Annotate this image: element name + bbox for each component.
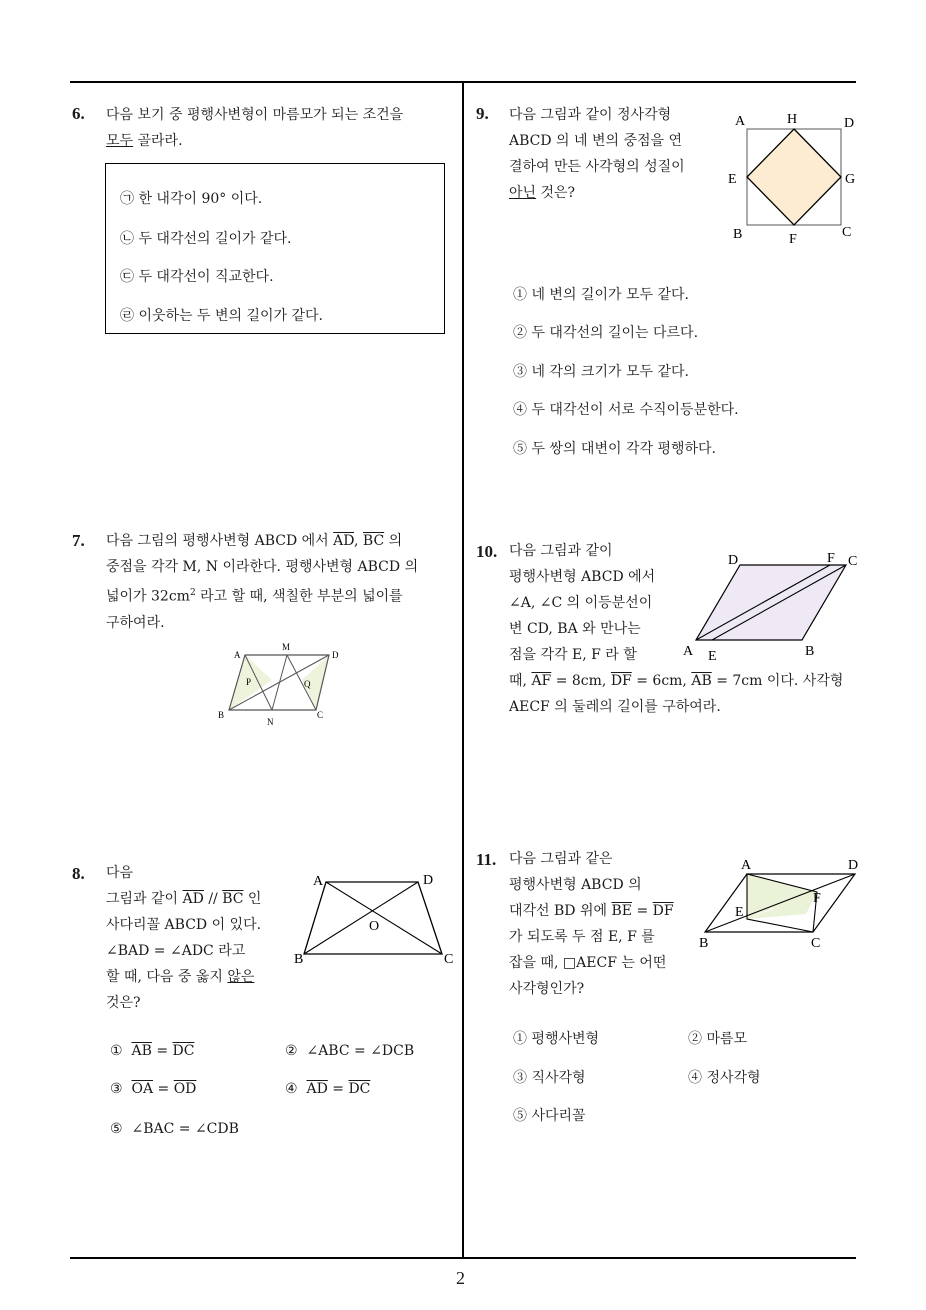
svg-text:B: B (733, 227, 743, 242)
q11-choice-5[interactable]: ⑤ 사다리꼴 (513, 1108, 586, 1124)
svg-text:E: E (708, 649, 717, 664)
q8-number: 8. (72, 864, 85, 883)
q10-number: 10. (476, 542, 498, 561)
q9-inner-square (747, 129, 841, 225)
svg-text:P: P (246, 677, 252, 687)
svg-text:N: N (267, 717, 274, 727)
q7-text: 다음 그림의 평행사변형 ABCD 에서 $\overline{AD}$, $\overline{BC}$ 의 중점을 각각 M, N 이라한다. 평행사변형 ABCD 의 넓이가 $32cm^2$ 라고 할 때, 색칠한 부분의 넓이를 구하여라. (106, 533, 419, 631)
svg-text:A: A (313, 874, 324, 889)
q11-choice-4[interactable]: ④ 정사각형 (688, 1070, 761, 1086)
svg-text:C: C (811, 936, 821, 951)
column-divider (462, 82, 464, 1259)
q8-choice-1[interactable]: ① $\overline{AB} = \overline{DC}$ (110, 1043, 195, 1059)
q7-number: 7. (72, 531, 85, 550)
svg-text:Q: Q (304, 679, 311, 689)
q8-choice-4[interactable]: ④ $\overline{AD} = \overline{DC}$ (285, 1081, 371, 1097)
svg-text:C: C (842, 225, 852, 240)
svg-text:B: B (294, 952, 304, 967)
svg-text:H: H (787, 112, 798, 127)
q6-condition-1: ㉠ 한 내각이 90° 이다. (120, 191, 263, 207)
svg-text:D: D (332, 650, 339, 660)
svg-text:D: D (423, 873, 434, 888)
svg-text:E: E (728, 172, 737, 187)
q6-condition-2: ㉡ 두 대각선의 길이가 같다. (120, 231, 292, 247)
svg-text:C: C (317, 710, 324, 720)
q6-condition-4: ㉣ 이웃하는 두 변의 길이가 같다. (120, 308, 323, 324)
q7-figure (215, 640, 345, 730)
q6-number: 6. (72, 104, 85, 123)
svg-text:A: A (234, 650, 241, 660)
svg-text:D: D (728, 553, 739, 568)
q6-condition-3: ㉢ 두 대각선이 직교한다. (120, 269, 274, 285)
q9-choice-2[interactable]: ② 두 대각선의 길이는 다르다. (513, 325, 699, 341)
q11-choice-3[interactable]: ③ 직사각형 (513, 1070, 586, 1086)
svg-text:C: C (444, 952, 454, 967)
svg-text:M: M (282, 642, 291, 652)
q8-choice-2[interactable]: ② ∠ABC = ∠DCB (285, 1043, 415, 1059)
svg-text:O: O (369, 919, 380, 934)
bottom-rule (70, 1257, 856, 1259)
svg-text:D: D (848, 858, 859, 873)
svg-text:G: G (845, 172, 856, 187)
q11-text: 다음 그림과 같은 평행사변형 ABCD 의 대각선 BD 위에 $\overline{BE} = \overline{DF}$ 가 되도록 두 점 E, F 를 잡을 때, □AECF 는 어떤 사각형인가? (509, 851, 674, 997)
q11-number: 11. (476, 850, 497, 869)
q8-figure (290, 862, 460, 972)
q10-parallelogram (696, 565, 846, 640)
q11-choice-1[interactable]: ① 평행사변형 (513, 1031, 600, 1047)
svg-text:A: A (741, 858, 752, 873)
page-number: 2 (456, 1268, 465, 1288)
svg-text:A: A (683, 644, 694, 659)
q9-choice-3[interactable]: ③ 네 각의 크기가 모두 같다. (513, 364, 689, 380)
q9-choice-5[interactable]: ⑤ 두 쌍의 대변이 각각 평행하다. (513, 441, 716, 457)
svg-text:F: F (813, 891, 821, 906)
q8-trapezoid (304, 882, 442, 954)
q10-figure (680, 545, 865, 665)
q11-figure (695, 852, 865, 957)
q10-text: 다음 그림과 같이 평행사변형 ABCD 에서 ∠A, ∠C 의 이등분선이 변 CD, BA 와 만나는 점을 각각 E, F 라 할 때, $\overline{AF} = 8cm$, $\overline{DF} = 6cm$, $\overline{AB} = 7cm$ 이다. 사각형 AECF 의 둘레의 길이를 구하여라. (509, 543, 844, 715)
svg-text:F: F (827, 551, 835, 566)
q9-choice-1[interactable]: ① 네 변의 길이가 모두 같다. (513, 287, 689, 303)
svg-text:B: B (218, 710, 225, 720)
q11-choice-2[interactable]: ② 마름모 (688, 1031, 748, 1047)
q8-choice-5[interactable]: ⑤ ∠BAC = ∠CDB (110, 1121, 239, 1137)
q6-text: 다음 보기 중 평행사변형이 마름모가 되는 조건을 모두 골라라. (106, 107, 404, 149)
q9-choice-4[interactable]: ④ 두 대각선이 서로 수직이등분한다. (513, 402, 739, 418)
q8-text: 다음 그림과 같이 $\overline{AD} // \overline{BC}$ 인 사다리꼴 ABCD 이 있다. ∠BAD = ∠ADC 라고 할 때, 다음 중 옳지 않은 것은? (106, 865, 262, 1011)
svg-text:D: D (844, 116, 855, 131)
svg-text:A: A (735, 114, 746, 129)
svg-text:B: B (699, 936, 709, 951)
q8-choice-3[interactable]: ③ $\overline{OA} = \overline{OD}$ (110, 1081, 197, 1097)
svg-text:B: B (805, 644, 815, 659)
q9-figure (725, 105, 865, 250)
q9-text: 다음 그림과 같이 정사각형 ABCD 의 네 변의 중점을 연 결하여 만든 사각형의 성질이 아닌 것은? (509, 107, 685, 201)
q9-number: 9. (476, 104, 489, 123)
svg-text:C: C (848, 554, 858, 569)
svg-text:F: F (789, 232, 797, 247)
svg-text:E: E (735, 905, 744, 920)
